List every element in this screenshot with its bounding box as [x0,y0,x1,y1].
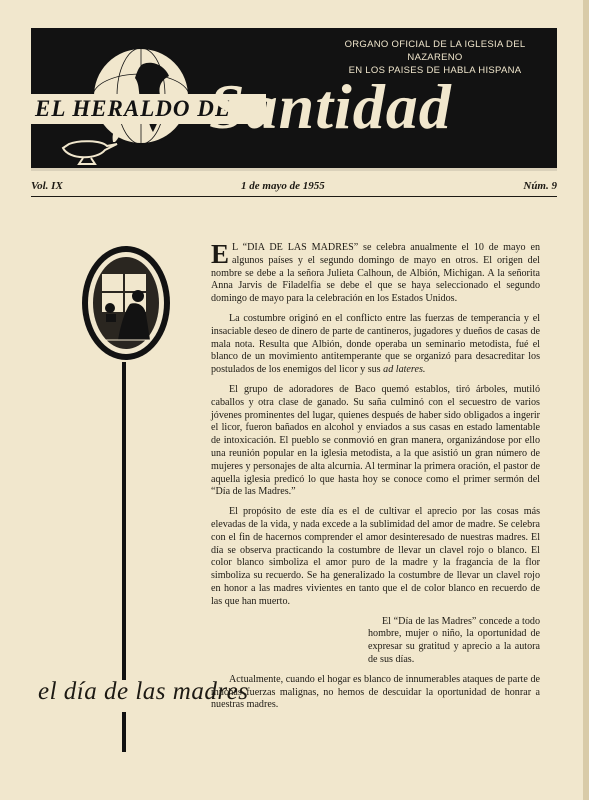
page-edge [583,0,589,800]
article-paragraph [211,313,540,377]
masthead [31,28,557,171]
paragraph-text: L “DIA DE LAS MADRES” se celebra anualmente el 10 de mayo en algunos países y el segundo domingo de mayo en otros. El origen del nombre se debe a la señora Julieta Calhoun, de Albión, Michigan. A la señorita Anna Jarvis de Filadelfia se debe el que se haya seleccionado el segundo domingo de mayo para la celebración en los Estados Unidos. [211,242,540,305]
decorative-line [122,362,126,680]
oil-lamp-icon [55,120,125,165]
paragraph-text: La costumbre originó en el conflicto entre las fuerzas de temperancia y el insaciable deseo de dinero de parte de cantineros, jugadores y dueños de casas de mala nota. Resulta que Albión, donde operaba un seminario metodista, fué el blanco de un movimiento antitemperante que se organizó para desacreditar los postulados de los enemigos del licor y sus [211,312,540,376]
article-paragraph: El “Día de las Madres” concede a todo hombre, mujer o niño, la oportunidad de expresar su gratitud y aprecio a la autora de sus días. [368,615,540,665]
issue-number: Núm. 9 [523,180,557,192]
decorative-line [122,712,126,752]
side-title: el día de las madres [38,678,249,705]
article-paragraph: El propósito de este día es el de cultivar el aprecio por las cosas más elevadas de la vida, y nada excede a la sublimidad del amor de madre. Se celebra con el fin de hacernos comprender el amor desinteresado de nuestras madres. El día se observa practicando la costumbre de llevar un clavel rojo o blanco. El color blanco simboliza el amor puro de la madre y la fragancia de la flor simboliza su recuerdo. Se ha generalizado la costumbre de llevar un clavel rojo en honor a las madres vivientes en tanto que el de color blanco en recuerdo de las que han muerto. [211,506,540,607]
issue-date: 1 de mayo de 1955 [241,180,325,192]
article [211,239,540,719]
article-paragraph: Actualmente, cuando el hogar es blanco de innumerables ataques de parte de muchas fuerzas malignas, no hemos de descuidar la oportunidad de honrar a nuestras madres. [211,673,540,711]
title-band-text: EL HERALDO DE [35,96,232,121]
issue-rule [31,196,557,197]
masthead-rule [31,168,557,171]
issue-line [31,180,557,194]
article-paragraph: El grupo de adoradores de Baco quemó establos, tiró árboles, mutiló caballos y otra clase de ganado. Su saña culminó con el secuestro de varios jóvenes prominentes del lugar, quienes después de haber sido obligados a ingerir el licor, fueron bañados en alcohol y enviados a sus casas en estado lamentable de intoxicación. El pueblo se conmovió en gran manera, organizándose por ello una reunión popular en la iglesia metodista, a la que asistió un gran número de mujeres y personajes de alta alcurnia. Al terminar la primera oración, el pastor de aquella iglesia predicó lo que hasta hoy se conoce como el primer sermón del “Día de las Madres.” [211,383,540,498]
volume: Vol. IX [31,180,63,192]
subtitle-line-1: ORGANO OFICIAL DE LA IGLESIA DEL NAZARENO [344,39,526,63]
drop-cap: E [211,239,230,269]
subtitle-line-2: EN LOS PAISES DE HABLA HISPANA [348,65,522,76]
italic-text: ad lateres. [383,364,426,376]
article-paragraph [211,239,540,306]
mother-portrait-icon [80,244,172,362]
masthead-title: Santidad [209,71,452,142]
